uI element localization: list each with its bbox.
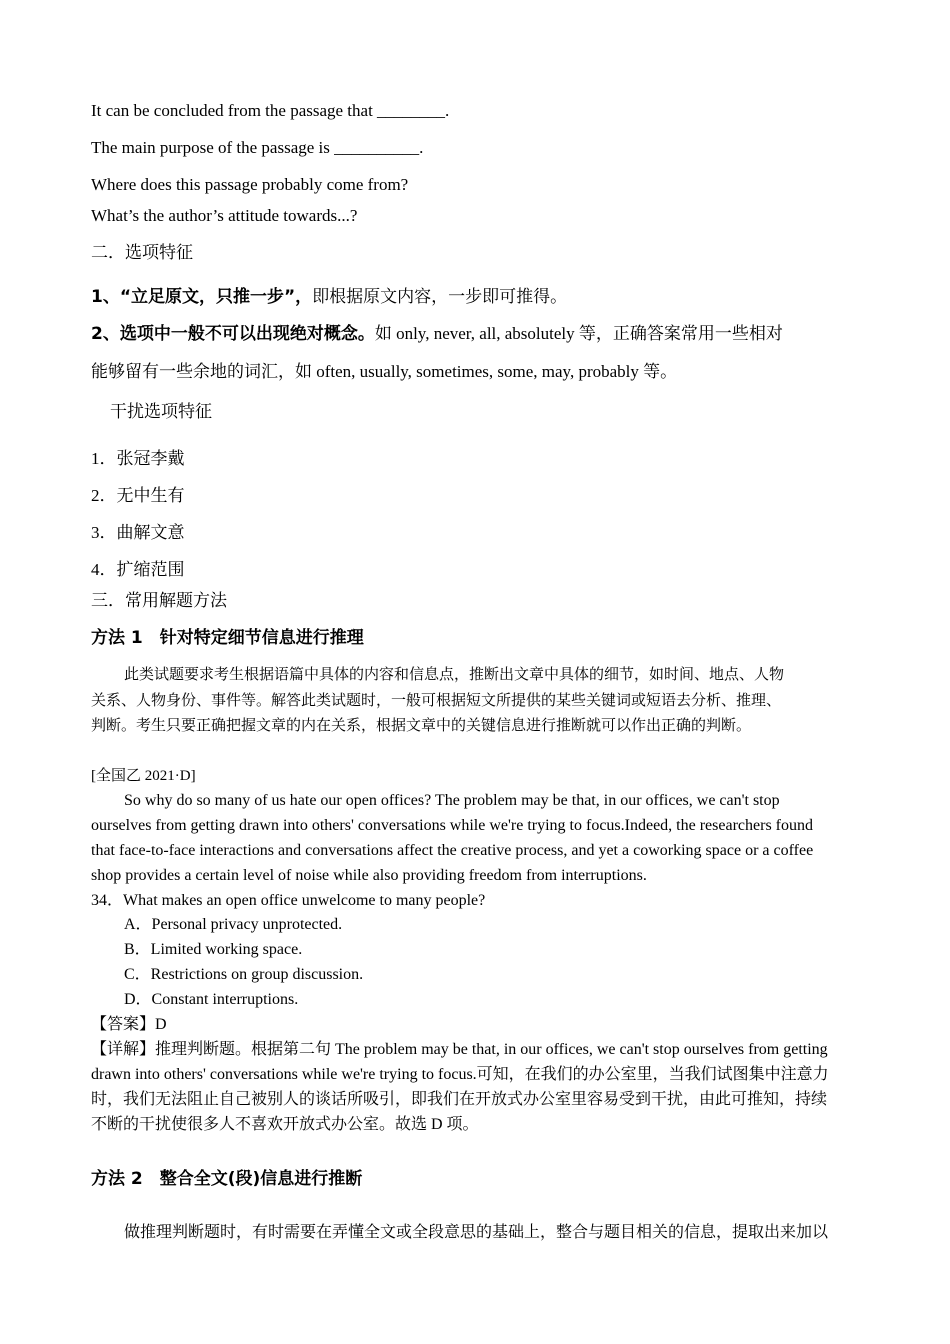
answer-option-a: A．Personal privacy unprotected. (124, 916, 343, 933)
passage-line: ourselves from getting drawn into others' conversations while we're trying to focus.Indeed, the researchers found (91, 817, 813, 834)
method-1-para-line: 关系、人物身份、事件等。解答此类试题时，一般可根据短文所提供的某些关键词或短语去分析、推理、 (91, 693, 782, 709)
example-source: [全国乙 2021·D] (91, 768, 196, 784)
answer-option-d: D．Constant interruptions. (124, 991, 299, 1008)
option-feature-1 (91, 286, 567, 308)
option-feature-1-emphasis: 1、“立足原文，只推一步”， (91, 287, 313, 307)
explanation-line: 时，我们无法阻止自己被别人的谈话所吸引，即我们在开放式办公室里容易受到干扰，由此可推知，持续 (91, 1091, 828, 1108)
option-feature-2-emphasis: 2、选项中一般不可以出现绝对概念。 (91, 324, 375, 344)
question-stem-1: It can be concluded from the passage that ________. (91, 101, 450, 120)
method-1-title: 方法 1 针对特定细节信息进行推理 (91, 628, 364, 648)
option-feature-2 (91, 323, 783, 345)
method-1-para-line: 判断。考生只要正确把握文章的内在关系，根据文章中的关键信息进行推断就可以作出正确的判断。 (91, 718, 752, 734)
explanation-line: 不断的干扰使很多人不喜欢开放式办公室。故选 D 项。 (91, 1116, 479, 1133)
method-1-para-line: 此类试题要求考生根据语篇中具体的内容和信息点，推断出文章中具体的细节，如时间、地点、人物 (124, 667, 785, 683)
section-3-heading: 三．常用解题方法 (91, 591, 227, 610)
method-2-para-line: 做推理判断题时，有时需要在弄懂全文或全段意思的基础上，整合与题目相关的信息，提取出来加以 (124, 1224, 829, 1241)
section-2-heading: 二．选项特征 (91, 243, 193, 262)
option-feature-2-cont: 能够留有一些余地的词汇，如 often, usually, sometimes, some, may, probably 等。 (91, 362, 678, 381)
distractor-heading: 干扰选项特征 (110, 402, 212, 421)
question-stem-3: Where does this passage probably come from? (91, 175, 409, 194)
distractor-item: 1．张冠李戴 (91, 449, 185, 468)
answer-option-b: B．Limited working space. (124, 941, 303, 958)
option-feature-1-text: 即根据原文内容，一步即可推得。 (312, 287, 568, 306)
explanation-line: drawn into others' conversations while we're trying to focus.可知，在我们的办公室里，当我们试图集中注意力 (91, 1066, 829, 1083)
passage-line: that face-to-face interactions and conversations affect the creative process, and yet a coworking space or a coffee (91, 842, 814, 859)
passage-line: So why do so many of us hate our open offices? The problem may be that, in our offices, we can't stop (124, 792, 780, 809)
question-stem-4: What’s the author’s attitude towards...? (91, 206, 358, 225)
answer-option-c: C．Restrictions on group discussion. (124, 966, 364, 983)
option-feature-2-text: 如 only, never, all, absolutely 等，正确答案常用一些相对 (374, 324, 783, 343)
question-stem-2: The main purpose of the passage is __________. (91, 138, 424, 157)
distractor-item: 4．扩缩范围 (91, 560, 185, 579)
distractor-item: 3．曲解文意 (91, 523, 185, 542)
question-34: 34．What makes an open office unwelcome to many people? (91, 892, 486, 909)
distractor-item: 2．无中生有 (91, 486, 185, 505)
method-2-title: 方法 2 整合全文(段)信息进行推断 (91, 1169, 363, 1189)
explanation-line: 【详解】推理判断题。根据第二句 The problem may be that, in our offices, we can't stop ourselves from getting (91, 1041, 828, 1058)
passage-line: shop provides a certain level of noise while also providing freedom from interruptions. (91, 867, 647, 884)
answer-key: 【答案】D (91, 1016, 167, 1033)
